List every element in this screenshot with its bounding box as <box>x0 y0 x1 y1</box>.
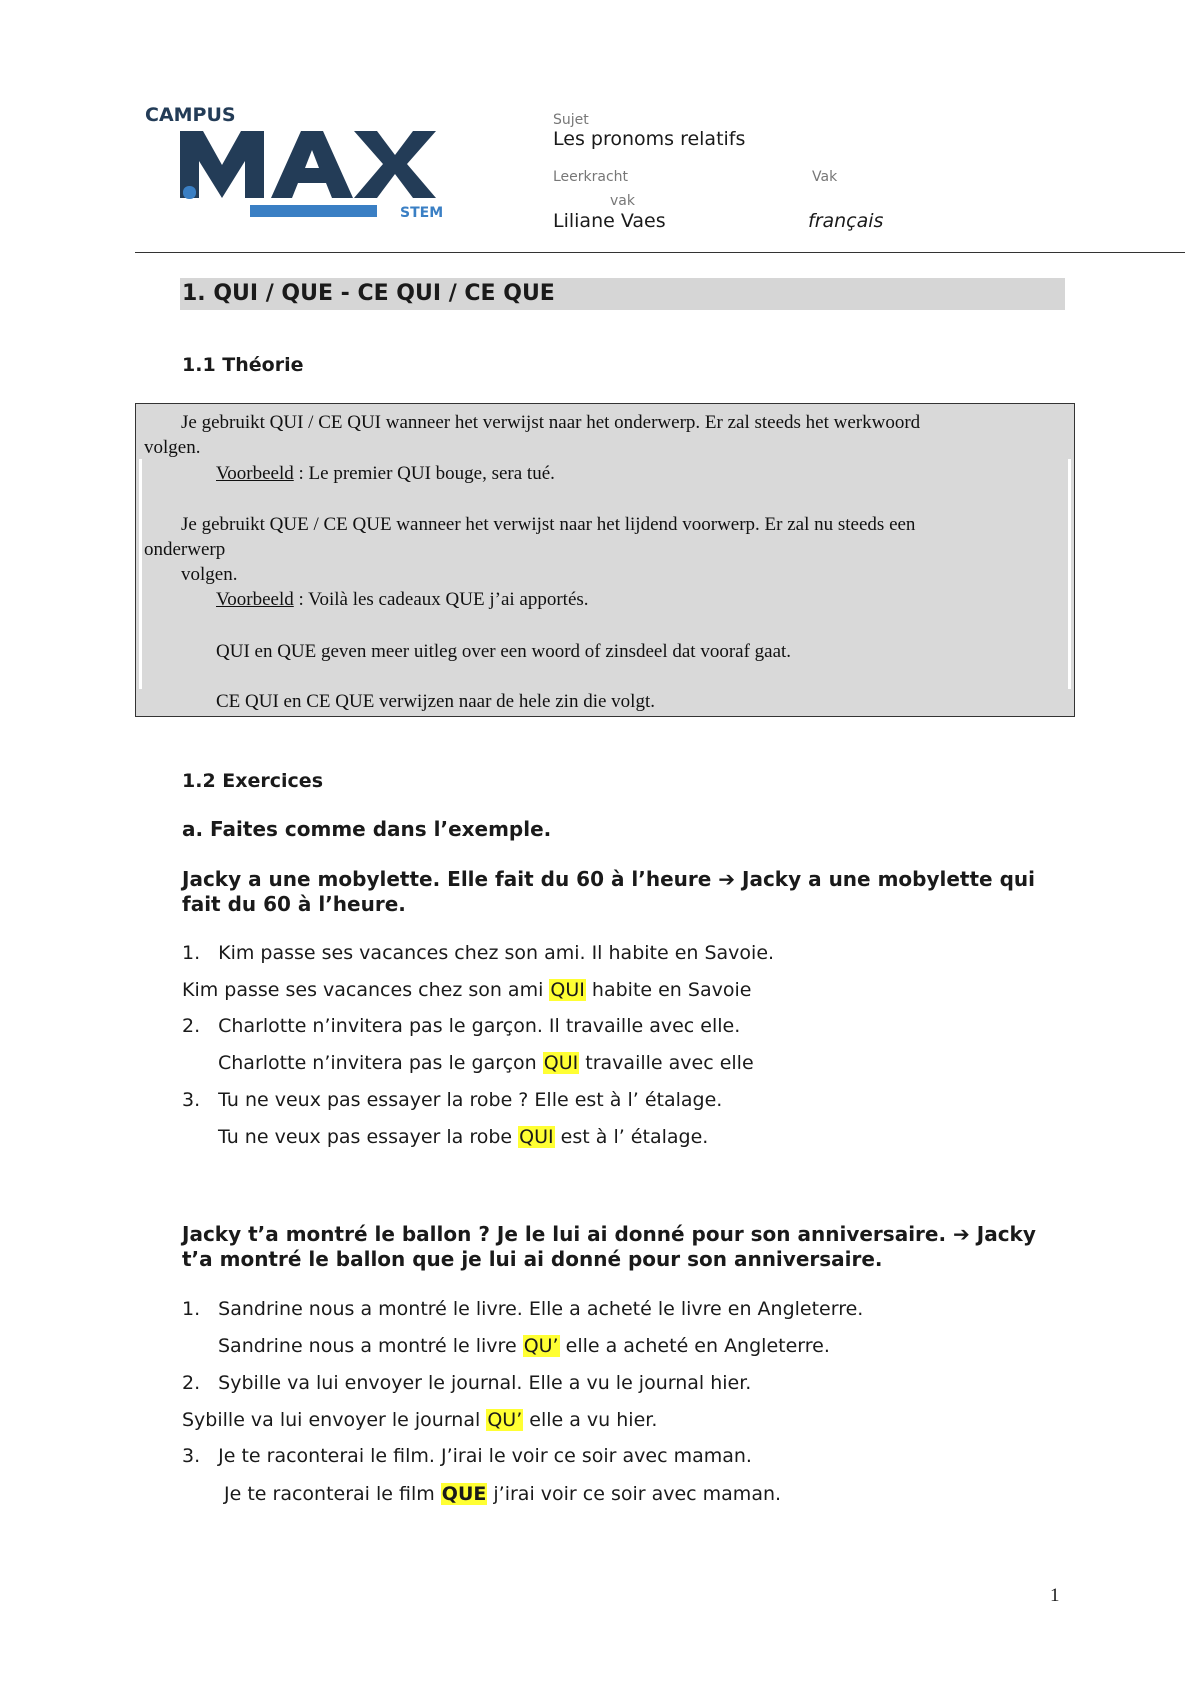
theory-example <box>216 589 589 611</box>
section-title: 1. QUI / QUE - CE QUI / CE QUE <box>180 278 1065 310</box>
theory-line: onderwerp <box>144 539 226 560</box>
highlighted-pronoun: QU’ <box>487 1409 523 1431</box>
exercise-question: 1. Sandrine nous a montré le livre. Elle a acheté le livre en Angleterre. <box>182 1298 864 1320</box>
example-text: : Voilà les cadeaux QUE j’ai apportés. <box>293 589 589 610</box>
logo-word-stem: STEM <box>400 205 444 221</box>
theory-line: CE QUI en CE QUE verwijzen naar de hele zin die volgt. <box>216 691 655 712</box>
exercise-answer: Charlotte n’invitera pas le garçon QUI travaille avec elle <box>218 1052 754 1074</box>
example-text: : Le premier QUI bouge, sera tué. <box>293 463 555 484</box>
theory-line: volgen. <box>181 564 238 585</box>
example-sentence: t’a montré le ballon que je lui ai donné pour son anniversaire. <box>182 1247 883 1271</box>
logo-dot <box>183 186 196 199</box>
logo-underline <box>250 205 377 217</box>
theory-line: QUI en QUE geven meer uitleg over een woord of zinsdeel dat vooraf gaat. <box>216 641 792 662</box>
header-divider <box>135 252 1185 253</box>
logo-letter-x <box>354 131 436 198</box>
theory-example <box>216 463 555 485</box>
exercise-answer: Sybille va lui envoyer le journal QU’ elle a vu hier. <box>182 1409 658 1431</box>
campus-max-logo <box>145 103 465 228</box>
exercise-instruction: a. Faites comme dans l’exemple. <box>182 817 552 841</box>
exercise-question: 3. Je te raconterai le film. J’irai le voir ce soir avec maman. <box>182 1445 752 1467</box>
example-sentence: fait du 60 à l’heure. <box>182 892 406 916</box>
exercise-question: 3. Tu ne veux pas essayer la robe ? Elle est à l’ étalage. <box>182 1089 723 1111</box>
theory-box <box>135 403 1075 717</box>
exercise-question: 2. Charlotte n’invitera pas le garçon. Il travaille avec elle. <box>182 1015 741 1037</box>
logo-word-campus: CAMPUS <box>145 104 236 126</box>
example-sentence: Jacky t’a montré le ballon ? Je le lui ai donné pour son anniversaire. ➔ Jacky <box>182 1222 1036 1246</box>
course-value: français <box>808 210 884 232</box>
highlighted-pronoun: QUI <box>550 979 585 1001</box>
example-label: Voorbeeld <box>216 463 294 484</box>
teacher-sub-label: vak <box>610 193 635 209</box>
highlighted-pronoun: QUE <box>441 1483 487 1505</box>
subject-label: Sujet <box>553 112 589 128</box>
exercise-answer: Tu ne veux pas essayer la robe QUI est à l’ étalage. <box>218 1126 709 1148</box>
example-sentence: Jacky a une mobylette. Elle fait du 60 à l’heure ➔ Jacky a une mobylette qui <box>182 867 1035 891</box>
exercise-question: 1. Kim passe ses vacances chez son ami. Il habite en Savoie. <box>182 942 775 964</box>
teacher-label: Leerkracht <box>553 169 629 185</box>
exercises-heading: 1.2 Exercices <box>182 770 323 792</box>
theory-line: Je gebruikt QUE / CE QUE wanneer het verwijst naar het lijdend voorwerp. Er zal nu steeds een <box>181 514 916 535</box>
highlighted-pronoun: QU’ <box>523 1335 559 1357</box>
exercise-answer: Sandrine nous a montré le livre QU’ elle a acheté en Angleterre. <box>218 1335 830 1357</box>
exercise-answer: Je te raconterai le film QUE j’irai voir ce soir avec maman. <box>224 1483 782 1505</box>
teacher-value: Liliane Vaes <box>553 210 666 232</box>
exercise-question: 2. Sybille va lui envoyer le journal. Elle a vu le journal hier. <box>182 1372 752 1394</box>
example-label: Voorbeeld <box>216 589 294 610</box>
page-number: 1 <box>1050 1585 1060 1606</box>
highlighted-pronoun: QUI <box>519 1126 554 1148</box>
course-label: Vak <box>812 169 838 185</box>
theory-line: volgen. <box>144 437 201 458</box>
theory-line: Je gebruikt QUI / CE QUI wanneer het verwijst naar het onderwerp. Er zal steeds het werkwoord <box>181 412 921 433</box>
subject-value: Les pronoms relatifs <box>553 128 746 150</box>
highlighted-pronoun: QUI <box>543 1052 579 1074</box>
theory-heading: 1.1 Théorie <box>182 354 304 376</box>
exercise-answer: Kim passe ses vacances chez son ami QUI habite en Savoie <box>182 979 752 1001</box>
